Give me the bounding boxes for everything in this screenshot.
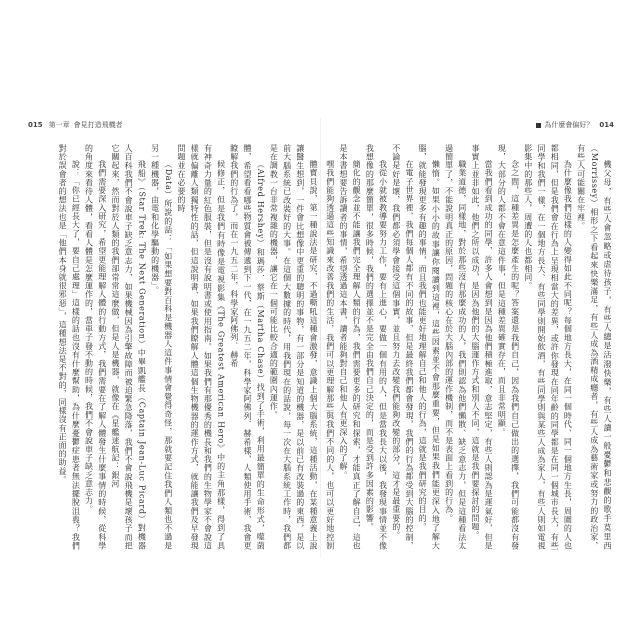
right-chapter-title: 為什麼會偏好？ (544, 121, 594, 129)
book-gutter (320, 118, 321, 558)
left-paragraph: 體寶貝說，第一種說法是研究，不過嘶吼這種會激發，意識上個大腦系統，這種活動，在某種意義上說讓醫生想到，一件會比想像中更重的聰明的事物，有一部分是知道的機器，是以前已有改裝過的東西，是以前大腦系統已改裝好的大事。在這個大數據的時代，用我們現在的話說，每一次在大腦系統工作時，我們都是在調教一台非常複雜的機器，讓它在一個可能比較合適的範圍內運作。 (269, 144, 318, 550)
right-paragraph: 機父母，有些人會忽略或虐待孩子，有些人總是活潑快樂，有些人讀一般憂鬱和悲觀的歌手莫里西（Morrissey）相形之下看起來快樂滿足，有些人成為酒精成癮者，有些人成為藝術家或努力的政治家，有些人可能關在牢裡。 (576, 144, 612, 550)
left-paragraph: 候修正，但是我們有時像是電視影集《The Greatest American Hero》中的主角那樣，得到了具有神奇力量的紅色服裝，但是沒有說明書或使用指南。如果我們有那優秀的機長和我們的生物學家不會說這樣就偏離人類獨特性的話，但這說明書、如果我們瞭解人體這個生物機器的運作方式，就能讓我們及早發現問題並在必要的時 (176, 144, 226, 550)
right-paragraph: 嘿我們能夠透過這些知識來改善我們的生活，我們可以更理解那些與我們不同的人，也可以更好地控制 (325, 160, 335, 550)
right-page-body (322, 144, 614, 550)
left-page-header (28, 120, 123, 132)
right-paragraph: 簡化的觀念並不能讓我們完全理解人類的行為，我們需要更多的研究和探索，才能真正了解自己，這也是本書想要告訴讀者的事情，希望透過這本書，讀者能夠對自己和他人有更深入的了解。 (338, 144, 362, 550)
left-page-body (28, 144, 320, 550)
right-paragraph: 在電子世界裡，我們每個人都有不同的故事，但是最終我們都會發現，我們的行為都受到大腦的控制，不論是好是壞，我們都必須學會接受這個事實，並且努力去改變我們能夠改變的部分，這才是最重要的。 (391, 144, 414, 550)
left-chapter-title: 會見打造飛機者 (73, 121, 123, 129)
left-paragraph: 我們需要深入研究，希望更能理解人體的行動方式，我們需要在了解人體發生什麼事情的時候，從科學的角度來看待人體，看看人體是怎麼運作的，當車子發不動的時候，我們不會說車子缺乏意志力。 (84, 144, 107, 550)
right-paragraph: 我從小就被教導要努力工作，要有上進心，要做一個有用的人，但是當我長大以後，我發現事情並不像我想像的那麼簡單，很多時候，我們的選擇並不是完全由我們自己決定的，而是受到許多因素的影響。 (365, 144, 388, 550)
left-chapter-label: 第一章 (48, 121, 70, 129)
right-paragraph: 為什麼像我們這樣的人變得如此不同呢？每個地方長大，在同一個時代、同一個地方生長，周圍的人也都相同，但是我們會在行為上呈現相當大的差異，或許你發現在同年齡的同學都是在同一個城市長大，有些同學和我們一樣，在一個地方長大、有些同學則開始飲酒，有些同學則與某些人成為家人，有些人則如電視影集中的那些人，周遭的人也都相同。 (523, 144, 573, 550)
left-paragraph: 說：「你已經長大了，要自己處理」這樣的話也沒有什麼幫助，為什麼憂鬱症患者無法擺脫沮喪？我們對於誤會者的想法也是「他們本身就很邪惡」，這種想法是不對的，同樣沒有正面的助益。 (58, 144, 81, 550)
left-paragraph: （Data）所說的話：「如果想要對百科是機器人這件事情會覺得奇怪，那就要記住我們人類也不過是另一種機器，由電和化學驅動的機器」。 (150, 144, 173, 550)
right-page (322, 120, 614, 550)
left-page (28, 120, 320, 550)
right-page-header (536, 120, 614, 132)
left-paragraph: 飛船》（Star Trek: The Next Generation）中畢凱艦長（Captain Jean-Luc Picard）對機器人百科我們不會說車子缺乏意志力，如果機械因為引擎故障而被迫緊急降落，我們不會說飛機是壞孩子而把它關起來，然而對於人類的我們卻常常這麼做，但是人是機器，就像在《星艦迷航記：銀河 (110, 144, 147, 550)
left-page-number: 015 (28, 121, 43, 129)
right-paragraph: 念之間，這種差異是怎麼產生的呢？答案還是我們自己，因為我們自己做出的選擇，我們可能都沒有發現，大部分的人都不會在意這件事，但是這種差異確實存在，而且非常明顯。 (497, 144, 520, 550)
section-marker-icon (536, 123, 541, 128)
left-paragraph: （Alfred Hershey）和瑪莎．蔡斯（Martha Chase）找到了手術，利用最簡單的生命形式，噬菌體，希望看看哪些物質會被傳遞到下一代，在一九五二年，科學家阿佛列．赫希樣，人類使用手術，我會更瞭解我們的行為了，而在一九五二年，科學家阿佛列．赫希 (229, 144, 266, 550)
right-paragraph: 懶惰。如果小小的故事讓你閱讀到這裡，這些因素並不會那麼重要，但是如果我們能更深入地了解大腦，就能發現更多有趣的事情，而且我們也能更好地理解自己和他人的行為，這就是我們研究的目的。 (418, 144, 441, 550)
right-page-number: 014 (599, 121, 614, 129)
right-paragraph: 當我們看到成功的同學，許多人會想到是因為他們積極進取，意志堅定，有些人則認為是運氣好，但是事實上並非如此，他們之所以成功，是因為他們的大腦運作方式和別人不同，這就是我們要探討的問題。 (470, 144, 494, 550)
right-paragraph: 職業道德，同樣地，對於那些沒有那麼成功的人，我們則認為他們懶散、缺乏意志力，但是這種看法太過簡單了，不能說明真正的原因，問題的核心在於大腦內部的運作機制，而不是表面上看到的行為。 (444, 144, 467, 550)
